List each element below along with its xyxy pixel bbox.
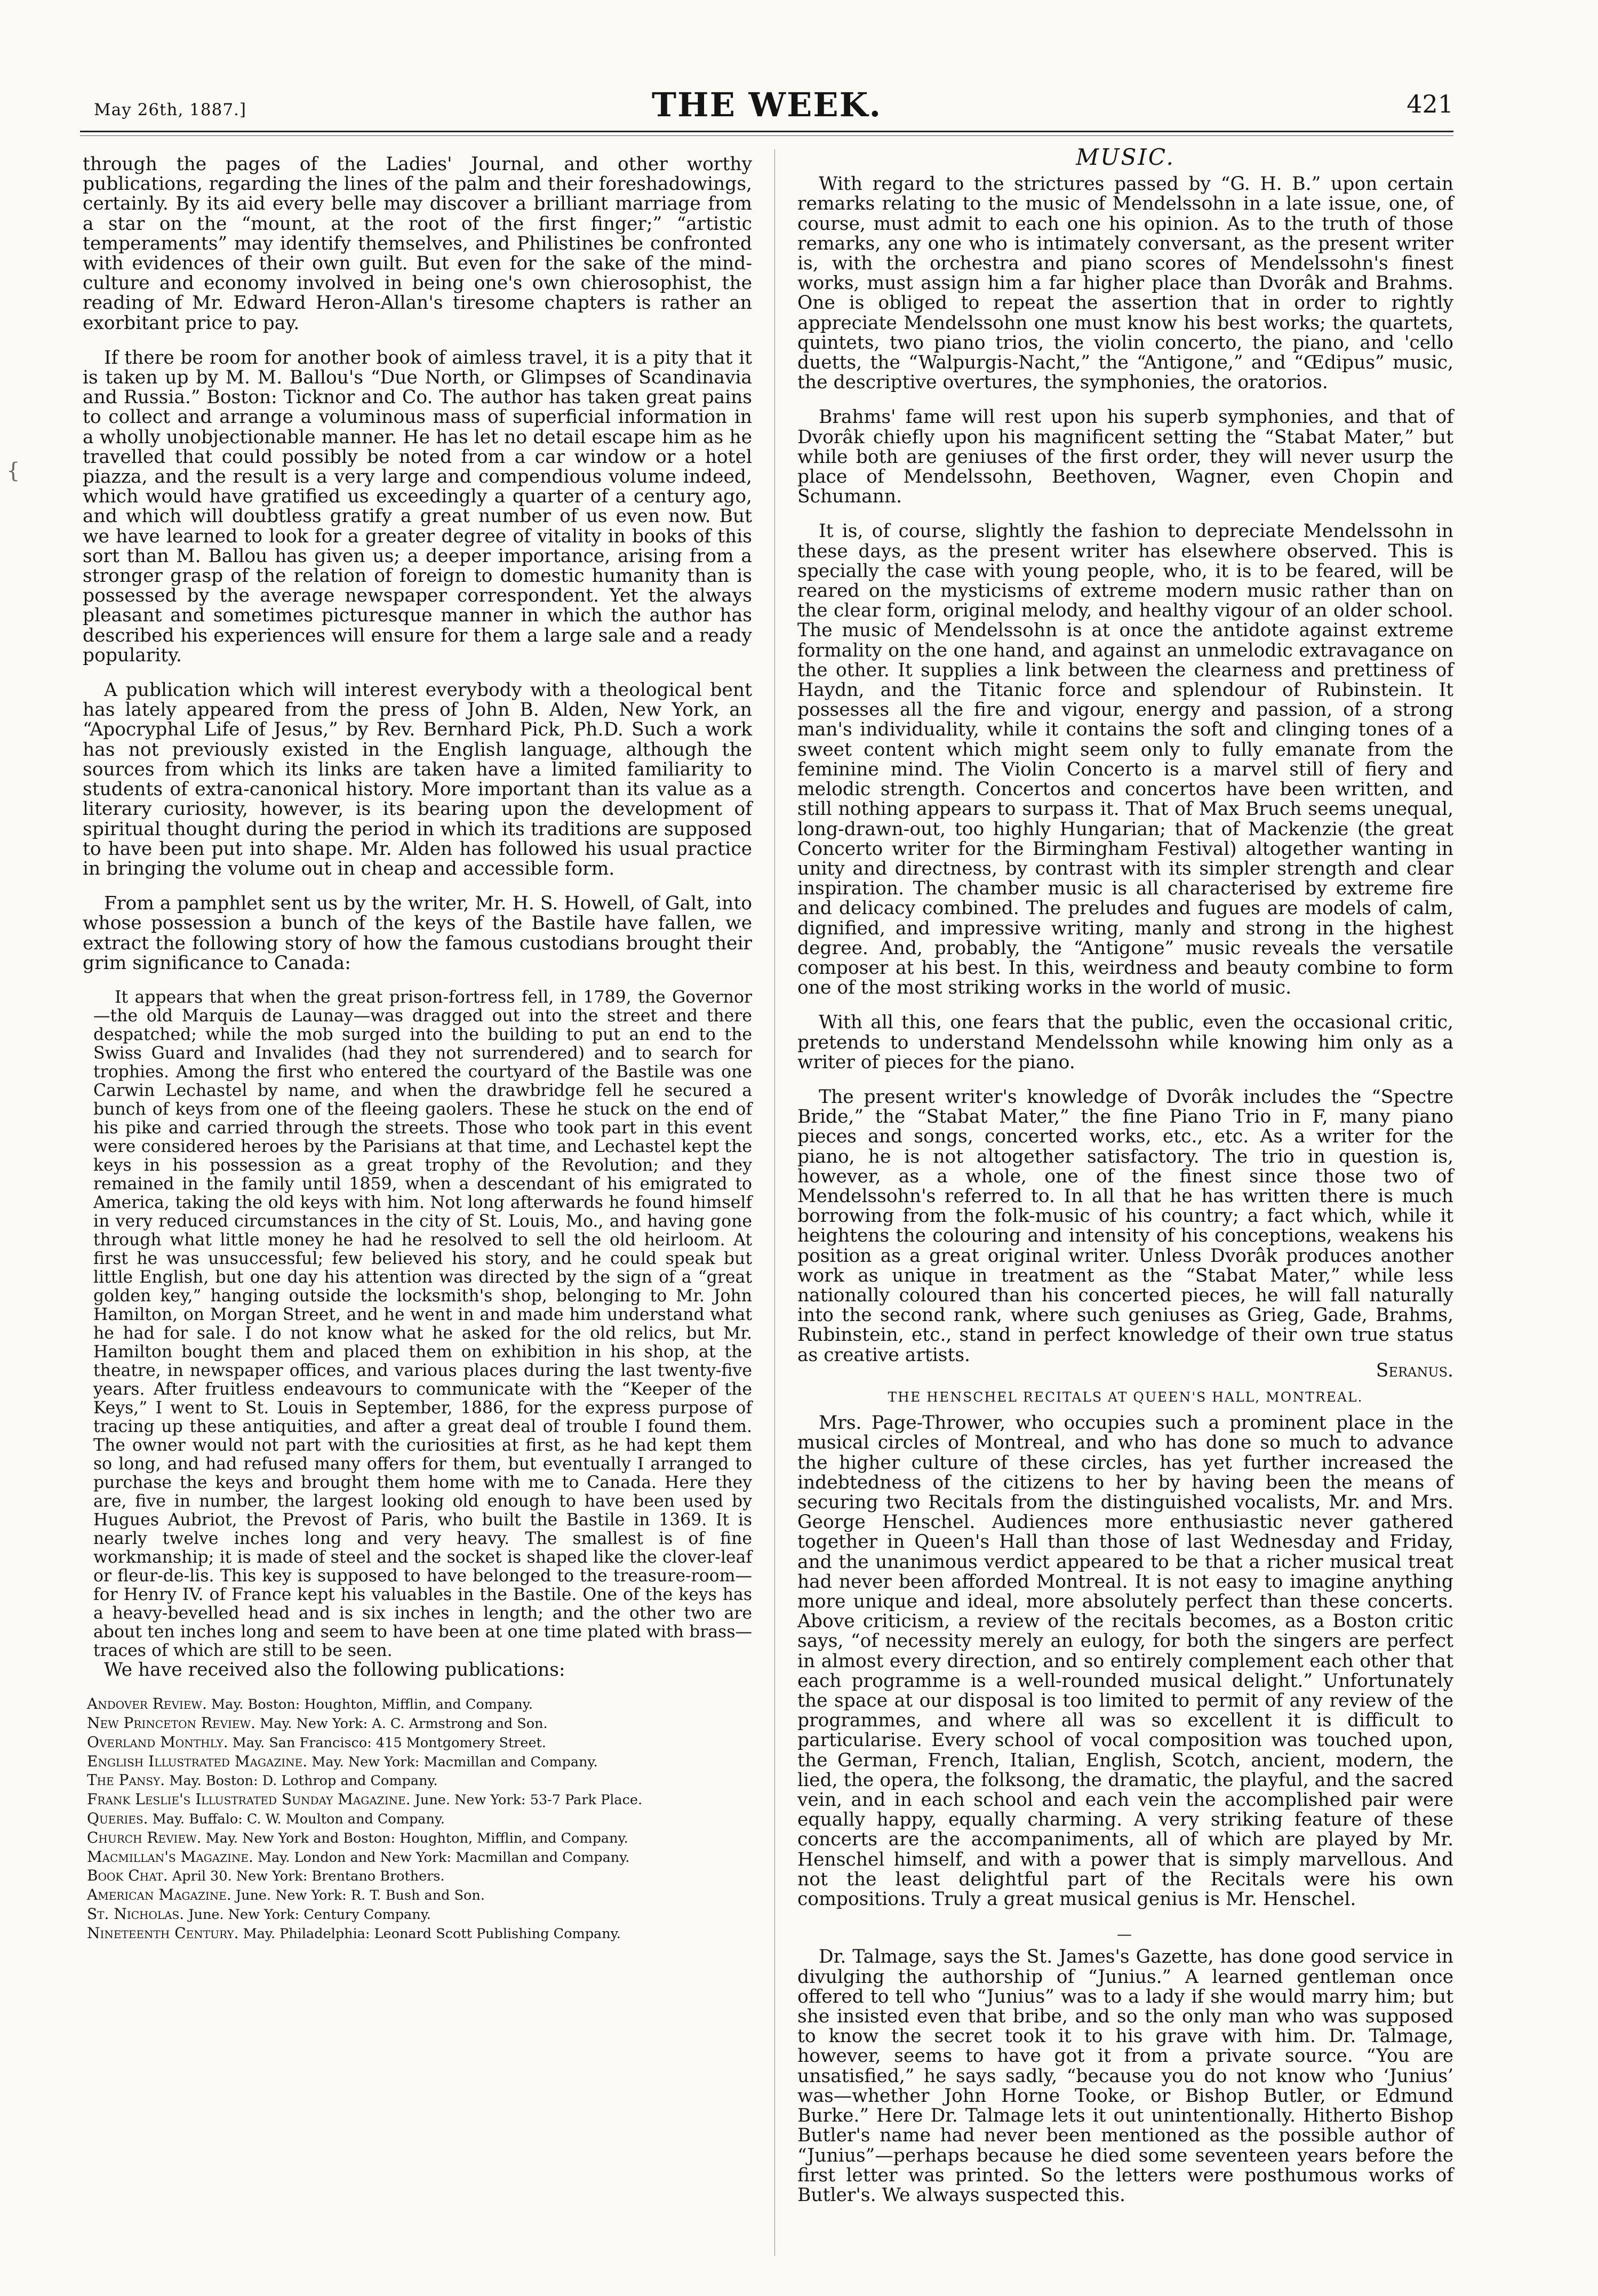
publication-item (83, 1867, 752, 1886)
junius-para: Dr. Talmage, says the St. James's Gazette, has done good service in divulging the authorship of “Junius.” A learned gentleman once offered to tell who “Junius” was to a lady if she would marry him; but she insisted even that bribe, and so the only man who was supposed to know the secret took it to his grave with him. Dr. Talmage, however, seems to have got it from a private source. “You are unsatisfied,” he says sadly, “because you do not know who ‘Junius’ was—whether John Horne Tooke, or Bishop Butler, or Edmund Burke.” Here Dr. Talmage lets it out unintentionally. Hitherto Bishop Butler's name had never been mentioned as the possible author of “Junius”—perhaps because he died some seventeen years before the first letter was printed. So the letters were posthumous works of Butler's. We always suspected this. (797, 1946, 1453, 2206)
publication-item (83, 1848, 752, 1867)
publication-details: June. New York: Century Company. (188, 1906, 431, 1923)
mendelssohn-para-3: It is, of course, slightly the fashion to depreciate Mendelssohn in these days, as the present writer has elsewhere observed. This is specially the case with young people, who, it is to be feared, will be reared on the mysticisms of extreme modern music rather than on the clear form, original melody, and healthy vigour of an older school. The music of Mendelssohn is at once the antidote against extreme formality on the one hand, and against an unmelodic extravagance on the other. It supplies a link between the clearness and prettiness of Haydn, and the Titanic force and splendour of Rubinstein. It possesses all the fire and vigour, energy and passion, of a strong man's individuality, while it contains the soft and clinging tones of a sweet content which might seem only to fully emanate from the feminine mind. The Violin Concerto is a marvel still of fiery and melodic strength. Concertos and concertos have been written, and still nothing appears to surpass it. That of Max Bruch seems unequal, long-drawn-out, too highly Hungarian; that of Mackenzie (the great Concerto writer for the Birmingham Festival) altogether wanting in unity and directness, by contrast with its simpler strength and clear inspiration. The chamber music is all characterised by extreme fire and delicacy combined. The preludes and fugues are models of calm, dignified, and impressive writing, manly and strong in the highest degree. And, probably, the “Antigone” music reveals the versatile composer at his best. In this, weirdness and beauty combine to form one of the most striking works in the world of music. (797, 521, 1453, 999)
publication-details: May. London and New York: Macmillan and Company. (258, 1849, 630, 1866)
publication-item (83, 1771, 752, 1790)
publication-name: Macmillan's Magazine. (87, 1847, 253, 1866)
mendelssohn-para-4: With all this, one fears that the public, even the occasional critic, pretends to understand Mendelssohn while knowing him only as a writer of pieces for the piano. (797, 1012, 1453, 1073)
publication-details: May. New York and Boston: Houghton, Mifflin, and Company. (205, 1830, 628, 1846)
publication-name: English Illustrated Magazine. (87, 1752, 308, 1770)
masthead-title: THE WEEK. (651, 85, 882, 124)
publication-name: American Magazine. (87, 1886, 231, 1904)
henschel-recitals-para: Mrs. Page-Thrower, who occupies such a prominent place in the musical circles of Montreal, and who has done so much to advance the higher culture of these circles, has yet further increased the indebtedness of the citizens to her by having been the means of securing two Recitals from the distinguished vocalists, Mr. and Mrs. George Henschel. Audiences more enthusiastic never gathered together in Queen's Hall than those of last Wednesday and Friday, and the unanimous verdict appeared to be that a richer musical treat had never been afforded Montreal. It is not easy to imagine anything more unique and ideal, more absolutely perfect than these concerts. Above criticism, a review of the recitals becomes, as a Boston critic says, “of necessity merely an eulogy, for both the singers are perfect in almost every direction, and so entirely complement each other that each programme is a well-rounded musical delight.” Unfortunately the space at our disposal is too limited to permit of any review of the programmes, and where all was so excellent it is difficult to particularise. Every school of vocal composition was touched upon, the German, French, Italian, English, Scotch, ancient, modern, the lied, the opera, the folksong, the dramatic, the playful, and the sacred vein, and in each school and each vein the accomplished pair were equally happy, equally charming. A very striking feature of these concerts are the accompaniments, all of which are played by Mr. Henschel himself, and with a power that is simply marvellous. And not the least delightful part of the Recitals were his own compositions. Truly a great musical genius is Mr. Henschel. (797, 1412, 1453, 1910)
publication-details: May. Philadelphia: Leonard Scott Publishing Company. (243, 1925, 621, 1942)
palmistry-review-end: through the pages of the Ladies' Journal, and other worthy publications, regarding the lines of the palm and their foreshadowings, certainly. By its aid every belle may discover a brilliant marriage from a star on the “mount, at the root of the first finger;” “artistic temperaments” may identify themselves, and Philistines be confronted with evidences of their own guilt. But even for the sake of the mind-culture and economy involved in being one's own chierosophist, the reading of Mr. Edward Heron-Allan's tiresome chapters is rather an exorbitant price to pay. (83, 154, 752, 334)
henschel-recitals-heading: THE HENSCHEL RECITALS AT QUEEN'S HALL, MONTREAL. (888, 1389, 1363, 1405)
publication-name: The Pansy. (87, 1771, 165, 1789)
publication-item (83, 1905, 752, 1924)
music-heading: MUSIC. (1076, 144, 1175, 170)
mendelssohn-para-2: Brahms' fame will rest upon his superb symphonies, and that of Dvorâk chiefly upon his magnificent setting the “Stabat Mater,” but while both are geniuses of the first order, they will never usurp the place of Mendelssohn, Beethoven, Wagner, even Chopin and Schumann. (797, 406, 1453, 508)
publication-name: Church Review. (87, 1828, 202, 1846)
publication-details: April 30. New York: Brentano Brothers. (172, 1868, 445, 1885)
apocryphal-life-review: A publication which will interest everybody with a theological bent has lately appeared from the press of John B. Alden, New York, an “Apocryphal Life of Jesus,” by Rev. Bernhard Pick, Ph.D. Such a work has not previously existed in the English language, although the sources from which its links are taken have a limited familiarity to students of extra-canonical history. More important than its value as a literary curiosity, however, is its bearing upon the development of spiritual thought during the period in which its traditions are supposed to have been put into shape. Mr. Alden has followed his usual practice in bringing the volume out in cheap and accessible form. (83, 679, 752, 879)
publication-item (83, 1695, 752, 1714)
publication-name: Andover Review. (87, 1695, 207, 1713)
bastile-keys-intro: From a pamphlet sent us by the writer, Mr. H. S. Howell, of Galt, into whose possession a bunch of the keys of the Bastile have fallen, we extract the following story of how the famous custodians brought their grim significance to Canada: (83, 893, 752, 974)
page-number: 421 (1407, 90, 1453, 118)
issue-date: May 26th, 1887.] (94, 100, 247, 119)
publication-item (83, 1753, 752, 1772)
header-rule-thin (80, 135, 1453, 136)
publication-details: June. New York: 53-7 Park Place. (414, 1792, 643, 1809)
publication-item (83, 1733, 752, 1753)
publication-item (83, 1829, 752, 1848)
publication-name: Queries. (87, 1809, 148, 1827)
publication-details: May. Boston: D. Lothrop and Company. (169, 1773, 438, 1789)
publication-item (83, 1714, 752, 1733)
bastile-keys-quote (83, 988, 752, 1660)
right-column (797, 144, 1453, 2220)
publication-details: May. New York: A. C. Armstrong and Son. (260, 1715, 548, 1732)
publications-list (83, 1695, 752, 1943)
publications-intro: We have received also the following publications: (104, 1659, 565, 1681)
author-signature: Seranus. (1376, 1359, 1453, 1381)
publication-name: Overland Monthly. (87, 1733, 228, 1751)
mendelssohn-para-1: With regard to the strictures passed by “G. H. B.” upon certain remarks relating to the music of Mendelssohn in a late issue, one, of course, must admit to each one his opinion. As to the truth of those remarks, any one who is intimately conversant, as the present writer is, with the orchestra and piano scores of Mendelssohn's finest works, must assign him a far higher place than Dvorâk and Brahms. One is obliged to repeat the assertion that in order to rightly appreciate Mendelssohn one must know his best works; the quartets, quintets, two piano trios, the violin concerto, the piano, and 'cello duetts, the “Walpurgis-Nacht,” the “Antigone,” and “Œdipus” music, the descriptive overtures, the symphonies, the oratorios. (797, 173, 1453, 394)
publication-details: June. New York: R. T. Bush and Son. (235, 1887, 485, 1904)
publication-name: Book Chat. (87, 1867, 168, 1885)
header-rule (80, 131, 1453, 132)
left-column (83, 155, 752, 1943)
publication-item (83, 1924, 752, 1943)
binding-edge (0, 0, 32, 2296)
bastile-keys-quote-text: It appears that when the great prison-fortress fell, in 1789, the Governor—the old Marquis de Launay—was dragged out into the street and there despatched; while the mob surged into the building to put an end to the Swiss Guard and Invalides (had they not surrendered) and to search for trophies. Among the first who entered the courtyard of the Bastile was one Carwin Lechastel by name, and when the drawbridge fell he secured a bunch of keys from one of the fleeing gaolers. These he stuck on the end of his pike and carried through the streets. Those who took part in this event were considered heroes by the Parisians at that time, and Lechastel kept the keys in his possession as a great trophy of the Revolution; and they remained in the family until 1859, when a descendant of his emigrated to America, taking the old keys with him. Not long afterwards he found himself in very reduced circumstances in the city of St. Louis, Mo., and having gone through what little money he had he resolved to sell the old heirloom. At first he was unsuccessful; few believed his story, and he could speak but little English, but one day his attention was directed by the sign of a “great golden key,” hanging outside the locksmith's shop, belonging to Mr. John Hamilton, on Morgan Street, and he went in and made him understand what he had for sale. I do not know what he asked for the old relics, but Mr. Hamilton bought them and placed them on exhibition in his shop, at the theatre, in newspaper offices, and various places during the last twenty-five years. After fruitless endeavours to communicate with the “Keeper of the Keys,” I went to St. Louis in September, 1886, for the express purpose of tracing up these antiquities, and after a great deal of trouble I found them. The owner would not part with the curiosities at first, as he had kept them so long, and had refused many offers for them, but eventually I arranged to purchase the keys and brought them home with me to Canada. Here they are, five in number, the largest looking old enough to have been used by Hugues Aubriot, the Prevost of Paris, who built the Bastile in 1369. It is nearly twelve inches long and very heavy. The smallest is of fine workmanship; it is made of steel and the socket is shaped like the clover-leaf or fleur-de-lis. This key is supposed to have belonged to the treasure-room—for Henry IV. of France kept his valuables in the Bastile. One of the keys has a heavy-bevelled head and is six inches in length; and the other two are about ten inches long and seem to have been at one time plated with brass—traces of which are still to be seen. (93, 987, 752, 1660)
publication-name: New Princeton Review. (87, 1714, 255, 1732)
due-north-review: If there be room for another book of aimless travel, it is a pity that it is taken up by M. M. Ballou's “Due North, or Glimpses of Scandinavia and Russia.” Boston: Ticknor and Co. The author has taken great pains to collect and arrange a voluminous mass of superficial information in a wholly unobjectionable manner. He has let no detail escape him as he travelled that could possibly be noted from a car window or a hotel piazza, and the result is a very large and compendious volume indeed, which would have gratified us exceedingly a quarter of a century ago, and which will doubtless gratify a great number of us even now. But we have learned to look for a greater degree of vitality in books of this sort than M. Ballou has given us; a deeper importance, arising from a stronger grasp of the relation of foreign to domestic humanity than is possessed by the average newspaper correspondent. Yet the always pleasant and sometimes picturesque manner in which the author has described his experiences will ensure for them a large sale and a ready popularity. (83, 347, 752, 666)
dvorak-para: The present writer's knowledge of Dvorâk includes the “Spectre Bride,” the “Stabat Mater,” the fine Piano Trio in F, many piano pieces and songs, concerted works, etc., etc. As a writer for the piano, he is not altogether satisfactory. The trio in question is, however, as a whole, one of the finest since those two of Mendelssohn's referred to. In all that he has written there is much borrowing from the folk-music of his country; a fact which, while it heightens the colouring and intensity of his conceptions, weakens his position as a great original writer. Unless Dvorâk produces another work as unique in treatment as the “Stabat Mater,” while less nationally coloured than his concerted pieces, he will fall naturally into the second rank, where such geniuses as Grieg, Gade, Brahms, Rubinstein, etc., stand in perfect knowledge of their own true status as creative artists. (797, 1086, 1453, 1366)
publication-details: May. San Francisco: 415 Montgomery Street. (232, 1734, 546, 1751)
section-separator: — (1117, 1925, 1134, 1943)
running-head (80, 80, 1453, 128)
publication-item (83, 1790, 752, 1810)
publication-details: May. Buffalo: C. W. Moulton and Company. (152, 1811, 445, 1827)
publication-item (83, 1810, 752, 1829)
publication-details: May. New York: Macmillan and Company. (311, 1754, 598, 1770)
margin-bracket-mark: { (6, 459, 20, 483)
publication-item (83, 1886, 752, 1905)
publication-name: Nineteenth Century. (87, 1924, 239, 1942)
publication-details: May. Boston: Houghton, Mifflin, and Company. (211, 1697, 533, 1713)
publication-name: Frank Leslie's Illustrated Sunday Magazine. (87, 1790, 411, 1809)
publication-name: St. Nicholas. (87, 1905, 185, 1923)
column-divider (774, 149, 775, 2256)
